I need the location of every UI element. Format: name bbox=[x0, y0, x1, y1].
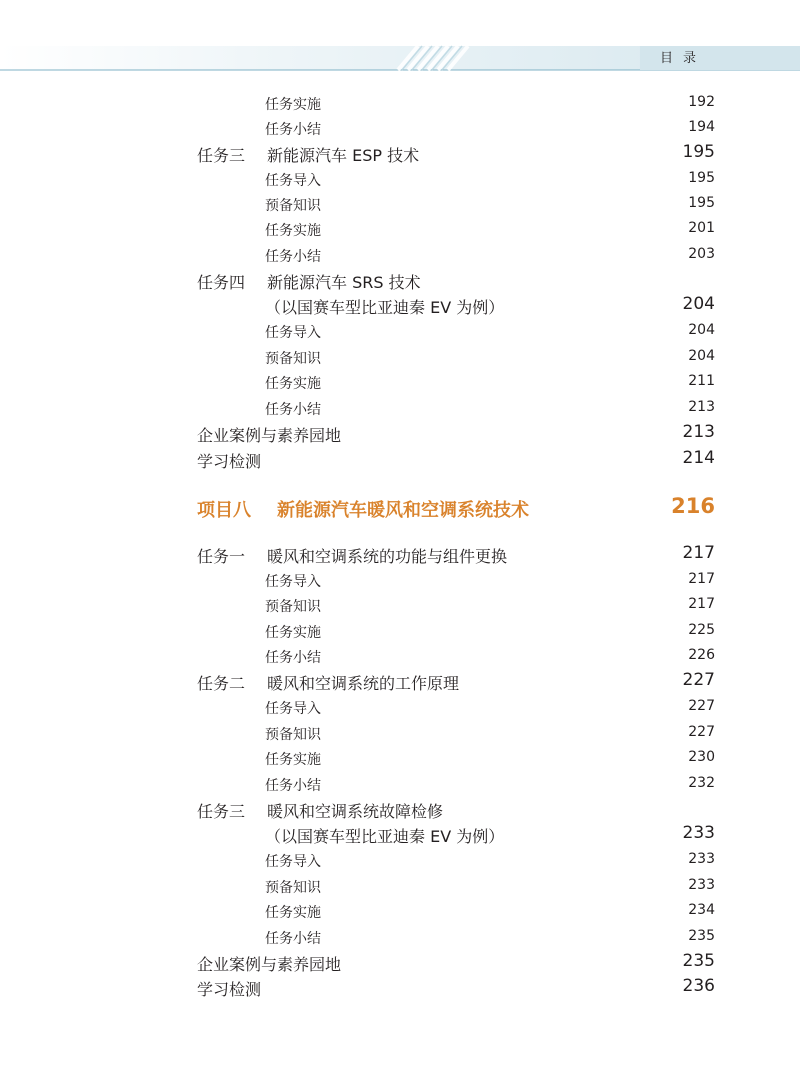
toc-entry[interactable] bbox=[0, 369, 800, 393]
toc-section-entry[interactable] bbox=[0, 975, 800, 999]
toc-entry-page: 192 bbox=[688, 94, 715, 110]
toc-task-entry-continued[interactable] bbox=[0, 822, 800, 846]
toc-task-entry[interactable] bbox=[0, 797, 800, 821]
toc-entry-label: 任务导入 bbox=[265, 701, 321, 717]
toc-entry-page: 234 bbox=[688, 902, 715, 918]
toc-entry-label: 预备知识 bbox=[265, 880, 321, 896]
toc-entry-label: 任务实施 bbox=[265, 97, 321, 113]
toc-entry[interactable] bbox=[0, 166, 800, 190]
toc-project-number: 项目八 bbox=[197, 500, 251, 521]
toc-task-entry[interactable] bbox=[0, 542, 800, 566]
toc-task-page: 227 bbox=[682, 670, 715, 690]
toc-task-page: 204 bbox=[682, 294, 715, 314]
toc-task-number: 任务三 bbox=[197, 146, 246, 165]
toc-entry[interactable] bbox=[0, 115, 800, 139]
toc-entry[interactable] bbox=[0, 191, 800, 215]
toc-entry[interactable] bbox=[0, 318, 800, 342]
toc-entry[interactable] bbox=[0, 720, 800, 744]
toc-entry-label: 任务导入 bbox=[265, 854, 321, 870]
toc-entry-page: 195 bbox=[688, 195, 715, 211]
toc-entry-label: 任务小结 bbox=[265, 931, 321, 947]
toc-section-page: 235 bbox=[682, 951, 715, 971]
toc-entry[interactable] bbox=[0, 618, 800, 642]
toc-section-label: 学习检测 bbox=[197, 980, 262, 999]
toc-entry[interactable] bbox=[0, 898, 800, 922]
toc-entry[interactable] bbox=[0, 90, 800, 114]
toc-task-entry[interactable] bbox=[0, 268, 800, 292]
toc-section-entry[interactable] bbox=[0, 447, 800, 471]
toc-entry[interactable] bbox=[0, 745, 800, 769]
toc-entry-label: 任务导入 bbox=[265, 574, 321, 590]
toc-task-number: 任务三 bbox=[197, 802, 246, 821]
toc-entry-page: 230 bbox=[688, 749, 715, 765]
toc-section-label: 企业案例与素养园地 bbox=[197, 955, 342, 974]
toc-entry[interactable] bbox=[0, 771, 800, 795]
toc-section-label: 学习检测 bbox=[197, 452, 262, 471]
toc-entry-page: 233 bbox=[688, 851, 715, 867]
toc-project-title: 新能源汽车暖风和空调系统技术 bbox=[277, 500, 529, 521]
toc-entry-page: 217 bbox=[688, 596, 715, 612]
toc-entry-label: 任务实施 bbox=[265, 376, 321, 392]
toc-entry-label: 任务小结 bbox=[265, 778, 321, 794]
toc-task-number: 任务四 bbox=[197, 273, 246, 292]
toc-entry-label: 任务实施 bbox=[265, 223, 321, 239]
toc-entry-label: 任务小结 bbox=[265, 122, 321, 138]
toc-entry-page: 195 bbox=[688, 170, 715, 186]
toc-entry-page: 201 bbox=[688, 220, 715, 236]
toc-entry-page: 226 bbox=[688, 647, 715, 663]
toc-entry-page: 194 bbox=[688, 119, 715, 135]
toc-section-page: 236 bbox=[682, 976, 715, 996]
toc-entry-label: 预备知识 bbox=[265, 599, 321, 615]
toc-section-page: 214 bbox=[682, 448, 715, 468]
toc-task-page: 195 bbox=[682, 142, 715, 162]
toc-entry-label: 任务导入 bbox=[265, 173, 321, 189]
toc-task-subtitle: （以国赛车型比亚迪秦 EV 为例） bbox=[265, 298, 505, 317]
toc-task-title: 暖风和空调系统的工作原理 bbox=[267, 674, 460, 693]
toc-entry-page: 204 bbox=[688, 322, 715, 338]
toc-entry-label: 预备知识 bbox=[265, 198, 321, 214]
toc-entry-page: 233 bbox=[688, 877, 715, 893]
toc-task-entry[interactable] bbox=[0, 141, 800, 165]
toc-task-subtitle: （以国赛车型比亚迪秦 EV 为例） bbox=[265, 827, 505, 846]
page-header-title: 目录 bbox=[660, 51, 707, 66]
toc-entry-label: 任务实施 bbox=[265, 905, 321, 921]
toc-task-number: 任务一 bbox=[197, 547, 246, 566]
toc-entry-page: 213 bbox=[688, 399, 715, 415]
toc-entry-page: 203 bbox=[688, 246, 715, 262]
toc-project-page: 216 bbox=[671, 494, 715, 518]
toc-entry-label: 任务实施 bbox=[265, 625, 321, 641]
toc-task-page: 217 bbox=[682, 543, 715, 563]
toc-task-title: 暖风和空调系统故障检修 bbox=[267, 802, 444, 821]
toc-entry-page: 227 bbox=[688, 724, 715, 740]
toc-section-entry[interactable] bbox=[0, 950, 800, 974]
toc-entry-page: 217 bbox=[688, 571, 715, 587]
toc-entry-page: 204 bbox=[688, 348, 715, 364]
toc-entry-label: 任务实施 bbox=[265, 752, 321, 768]
toc-entry[interactable] bbox=[0, 924, 800, 948]
toc-entry-page: 227 bbox=[688, 698, 715, 714]
toc-entry[interactable] bbox=[0, 242, 800, 266]
toc-entry-label: 任务小结 bbox=[265, 249, 321, 265]
toc-entry[interactable] bbox=[0, 395, 800, 419]
toc-entry-label: 任务导入 bbox=[265, 325, 321, 341]
toc-entry[interactable] bbox=[0, 216, 800, 240]
toc-task-title: 新能源汽车 ESP 技术 bbox=[267, 146, 420, 165]
toc-section-entry[interactable] bbox=[0, 421, 800, 445]
toc-entry-page: 235 bbox=[688, 928, 715, 944]
toc-entry[interactable] bbox=[0, 694, 800, 718]
toc-entry[interactable] bbox=[0, 847, 800, 871]
toc-task-entry-continued[interactable] bbox=[0, 293, 800, 317]
toc-entry[interactable] bbox=[0, 643, 800, 667]
toc-entry[interactable] bbox=[0, 592, 800, 616]
toc-entry[interactable] bbox=[0, 344, 800, 368]
toc-entry-page: 211 bbox=[688, 373, 715, 389]
toc-task-title: 新能源汽车 SRS 技术 bbox=[267, 273, 421, 292]
toc-entry-page: 225 bbox=[688, 622, 715, 638]
toc-entry-page: 232 bbox=[688, 775, 715, 791]
toc-task-title: 暖风和空调系统的功能与组件更换 bbox=[267, 547, 508, 566]
toc-section-page: 213 bbox=[682, 422, 715, 442]
toc-entry-label: 预备知识 bbox=[265, 727, 321, 743]
toc-project-entry[interactable] bbox=[0, 496, 800, 520]
toc-task-number: 任务二 bbox=[197, 674, 246, 693]
toc-entry-label: 任务小结 bbox=[265, 402, 321, 418]
toc-task-entry[interactable] bbox=[0, 669, 800, 693]
toc-task-page: 233 bbox=[682, 823, 715, 843]
toc-entry[interactable] bbox=[0, 873, 800, 897]
toc-entry[interactable] bbox=[0, 567, 800, 591]
toc-section-label: 企业案例与素养园地 bbox=[197, 426, 342, 445]
toc-entry-label: 任务小结 bbox=[265, 650, 321, 666]
toc-entry-label: 预备知识 bbox=[265, 351, 321, 367]
